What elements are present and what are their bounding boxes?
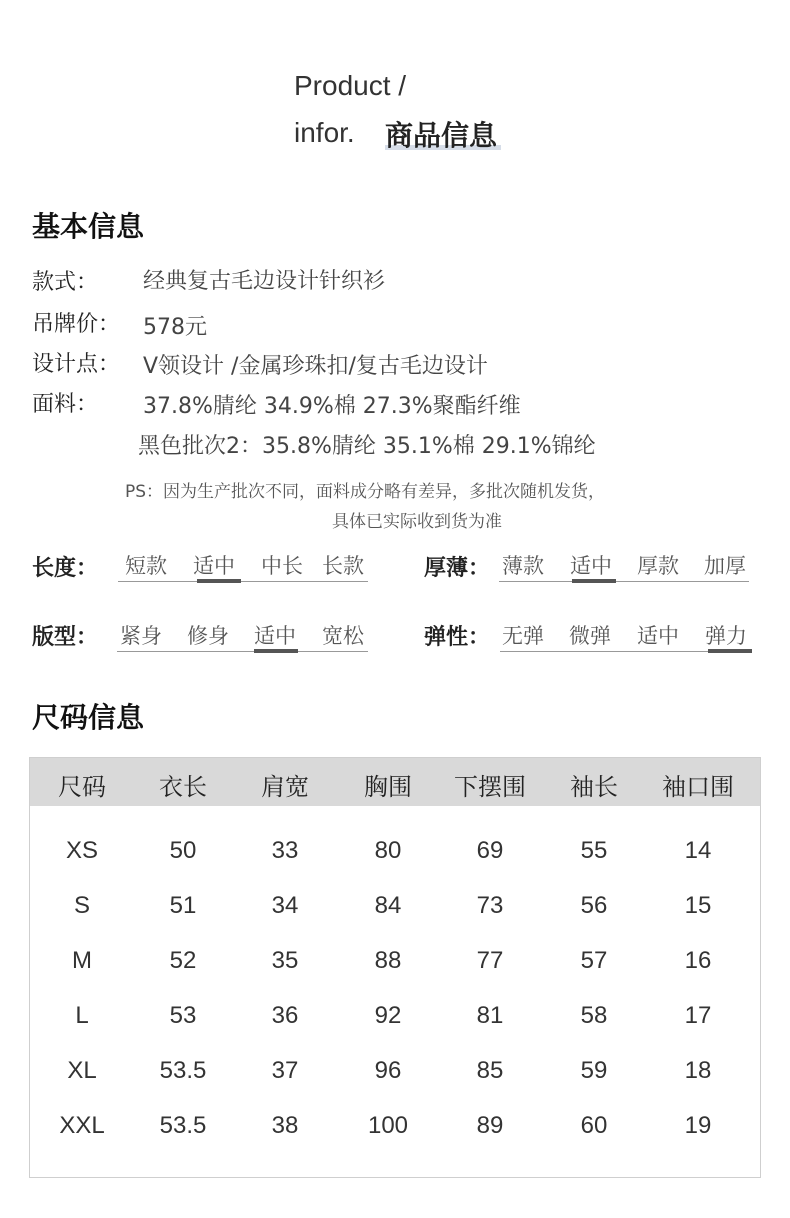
design-value: V领设计 /金属珍珠扣/复古毛边设计 (143, 354, 488, 379)
table-cell-shoulder: 36 (271, 1002, 299, 1029)
length-option-midlong: 中长 (261, 554, 303, 578)
fit-label: 版型： (32, 625, 99, 650)
fabric-value: 37.8%腈纶 34.9%棉 27.3%聚酯纤维 (143, 394, 521, 419)
table-cell-size: XS (65, 837, 98, 864)
table-cell-sleeve: 56 (580, 892, 608, 919)
table-cell-chest: 92 (374, 1002, 402, 1029)
elasticity-option-none: 无弹 (502, 624, 544, 648)
table-cell-size: M (72, 947, 92, 974)
length-scale-line (118, 581, 368, 582)
table-cell-cuff: 14 (684, 837, 712, 864)
table-cell-shoulder: 34 (271, 892, 299, 919)
fabric-label: 面料： (32, 392, 99, 417)
table-cell-hem: 77 (476, 947, 504, 974)
table-cell-length: 53.5 (159, 1112, 207, 1139)
elasticity-selected-marker (708, 649, 752, 653)
table-cell-chest: 96 (374, 1057, 402, 1084)
column-header-sleeve: 袖长 (570, 773, 618, 801)
table-cell-sleeve: 60 (580, 1112, 608, 1139)
thickness-scale-line (499, 581, 749, 582)
table-cell-chest: 100 (367, 1112, 409, 1139)
table-cell-size: XL (67, 1057, 97, 1084)
table-cell-length: 52 (169, 947, 197, 974)
basic-info-title: 基本信息 (32, 210, 145, 243)
table-cell-cuff: 17 (684, 1002, 712, 1029)
length-selected-marker (197, 579, 241, 583)
size-info-title: 尺码信息 (32, 701, 145, 734)
table-cell-length: 53 (169, 1002, 197, 1029)
column-header-length: 衣长 (159, 773, 207, 801)
price-value: 578元 (143, 315, 207, 340)
elasticity-option-slight: 微弹 (569, 624, 611, 648)
elasticity-label: 弹性： (424, 625, 491, 650)
length-option-medium: 适中 (193, 554, 235, 578)
table-cell-length: 51 (169, 892, 197, 919)
ps-note-line2: 具体已实际收到货为准 (332, 512, 502, 532)
table-cell-size: S (73, 892, 90, 919)
fit-selected-marker (254, 649, 298, 653)
thickness-option-medium: 适中 (570, 554, 612, 578)
header-en-line1: Product / (294, 70, 407, 101)
table-cell-size: L (75, 1002, 89, 1029)
table-cell-chest: 84 (374, 892, 402, 919)
thickness-selected-marker (572, 579, 616, 583)
table-cell-cuff: 18 (684, 1057, 712, 1084)
thickness-option-extra-thick: 加厚 (704, 554, 746, 578)
size-table (29, 757, 761, 1178)
price-label: 吊牌价： (32, 312, 121, 337)
table-cell-length: 50 (169, 837, 197, 864)
page-title: 商品信息 (385, 119, 498, 152)
column-header-size: 尺码 (58, 773, 106, 801)
column-header-chest: 胸围 (364, 773, 412, 801)
elasticity-option-medium: 适中 (637, 624, 679, 648)
table-cell-sleeve: 58 (580, 1002, 608, 1029)
table-cell-shoulder: 33 (271, 837, 299, 864)
table-cell-cuff: 19 (684, 1112, 712, 1139)
ps-note-line1: PS：因为生产批次不同，面料成分略有差异，多批次随机发货， (125, 482, 606, 502)
table-cell-cuff: 16 (684, 947, 712, 974)
style-value: 经典复古毛边设计针织衫 (143, 269, 386, 294)
table-cell-sleeve: 57 (580, 947, 608, 974)
fit-option-loose: 宽松 (322, 624, 364, 648)
fit-option-slim: 修身 (187, 624, 229, 648)
table-cell-shoulder: 38 (271, 1112, 299, 1139)
design-label: 设计点： (32, 352, 121, 377)
table-cell-sleeve: 59 (580, 1057, 608, 1084)
fabric-extra-value: 黑色批次2：35.8%腈纶 35.1%棉 29.1%锦纶 (138, 434, 596, 459)
style-label: 款式： (32, 270, 99, 295)
table-cell-shoulder: 37 (271, 1057, 299, 1084)
table-cell-shoulder: 35 (271, 947, 299, 974)
column-header-shoulder: 肩宽 (261, 773, 309, 801)
table-cell-hem: 85 (476, 1057, 504, 1084)
table-cell-size: XXL (59, 1112, 105, 1139)
thickness-label: 厚薄： (424, 556, 491, 581)
fit-option-regular: 适中 (254, 624, 296, 648)
table-cell-length: 53.5 (159, 1057, 207, 1084)
fit-scale-line (117, 651, 368, 652)
length-option-long: 长款 (322, 554, 364, 578)
table-cell-chest: 80 (374, 837, 402, 864)
table-cell-cuff: 15 (684, 892, 712, 919)
elasticity-option-stretch: 弹力 (705, 624, 747, 648)
column-header-cuff: 袖口围 (662, 773, 734, 801)
table-cell-hem: 73 (476, 892, 504, 919)
table-cell-hem: 89 (476, 1112, 504, 1139)
thickness-option-thin: 薄款 (502, 554, 544, 578)
fit-option-tight: 紧身 (120, 624, 162, 648)
table-cell-chest: 88 (374, 947, 402, 974)
length-label: 长度： (32, 556, 99, 581)
column-header-hem: 下摆围 (454, 773, 526, 801)
table-cell-hem: 81 (476, 1002, 504, 1029)
table-cell-hem: 69 (476, 837, 504, 864)
header-en-line2: infor. (294, 117, 355, 148)
thickness-option-thick: 厚款 (637, 554, 679, 578)
table-cell-sleeve: 55 (580, 837, 608, 864)
length-option-short: 短款 (125, 554, 167, 578)
